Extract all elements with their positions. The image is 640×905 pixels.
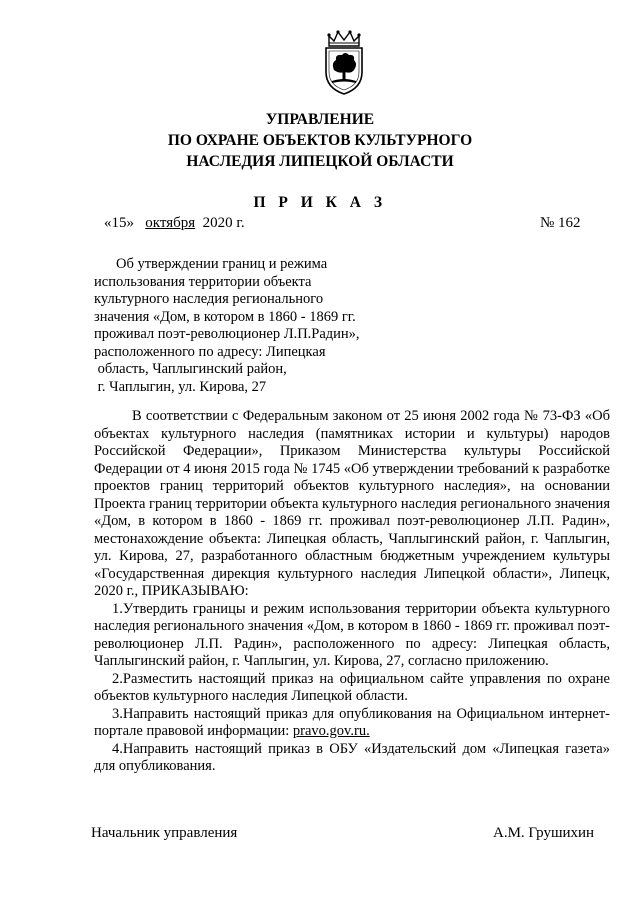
order-date-year: 2020 г. [202,215,245,231]
coat-of-arms-icon [321,30,367,96]
order-number: № 162 [540,215,581,231]
subject-line: г. Чаплыгин, ул. Кирова, 27 [94,378,267,395]
order-subject [94,256,394,396]
order-item-3 [94,706,610,741]
subject-line: культурного наследия регионального [94,291,324,307]
header-line-1: УПРАВЛЕНИЕ [265,111,375,128]
signature-name: А.М. Грушихин [493,825,595,841]
order-item-3-text: 3.Направить настоящий приказ для опубликования на Официальном интернет-портале правовой информации: [94,705,610,739]
subject-line: область, Чаплыгинский район, [94,361,287,377]
subject-line: проживал поэт-революционер Л.П.Радин», [94,326,360,342]
order-item-1: 1.Утвердить границы и режим использования территории объекта культурного наследия регионального значения «Дом, в котором в 1860 - 1869 гг. проживал поэт-революционер Л.П. Радин», расположенного по адресу: Липецкая область, Чаплыгинский район, г. Чаплыгин, ул. Кирова, 27, согласно приложению. [94,600,610,669]
order-date-day: «15» [104,215,134,231]
order-title: П Р И К А З [253,194,387,211]
order-item-2: 2.Разместить настоящий приказ на официальном сайте управления по охране объектов культурного наследия Липецкой области. [94,670,610,704]
order-date [104,215,245,232]
order-item-4: 4.Направить настоящий приказ в ОБУ «Издательский дом «Липецкая газета» для опубликования. [94,740,610,774]
order-body [94,408,610,776]
signature-position: Начальник управления [91,825,238,841]
pravo-gov-link[interactable]: pravo.gov.ru. [292,723,370,739]
header-line-3: НАСЛЕДИЯ ЛИПЕЦКОЙ ОБЛАСТИ [186,153,454,170]
subject-line: значения «Дом, в котором в 1860 - 1869 гг. [94,308,356,325]
subject-line: расположенного по адресу: Липецкая [94,343,326,360]
order-date-month: октября [145,215,196,231]
preamble-paragraph: В соответствии с Федеральным законом от 25 июня 2002 года № 73-ФЗ «Об объектах культурного наследия (памятниках истории и культуры) народов Российской Федерации», Приказом Министерства культуры Российской Федерации от 4 июня 2015 года № 1745 «Об утверждении требований к разработке проектов границ территорий объектов культурного наследия», на основании Проекта границ территории объекта культурного наследия регионального значения «Дом, в котором в 1860 - 1869 гг. проживал поэт-революционер Л.П. Радин», местонахождение объекта: Липецкая область, Чаплыгинский район, г. Чаплыгин, ул. Кирова, 27, разработанного областным бюджетным учреждением культуры «Государственная дирекция культурного наследия Липецкой области», Липецк, 2020 г., ПРИКАЗЫВАЮ: [94,408,610,599]
header-line-2: ПО ОХРАНЕ ОБЪЕКТОВ КУЛЬТУРНОГО [167,132,473,149]
subject-line: Об утверждении границ и режима [116,256,328,272]
subject-line: использования территории объекта [94,273,312,290]
